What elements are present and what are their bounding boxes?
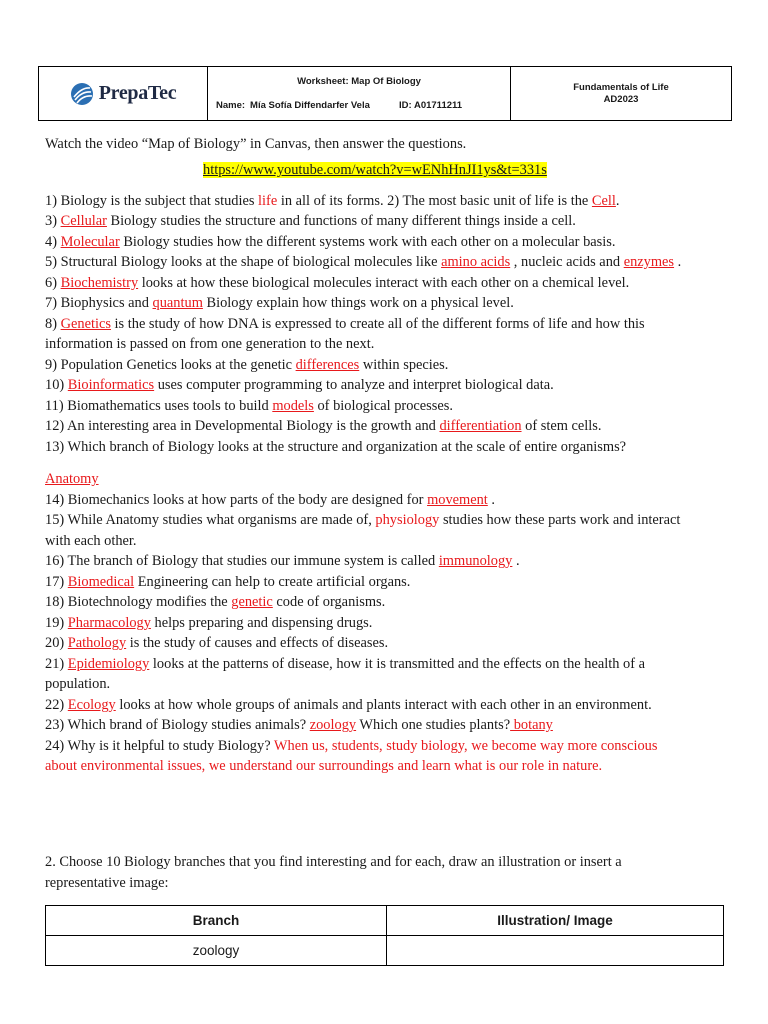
question-4: 4) Molecular Biology studies how the different systems work with each other on a molecular basis. (45, 234, 616, 250)
globe-logo-icon (70, 82, 94, 106)
answer-23a: zoology (309, 717, 357, 733)
answer-13: Anatomy (45, 471, 99, 487)
answer-14: movement (427, 492, 488, 508)
logo-cell (39, 67, 208, 120)
question-1-2: 1) Biology is the subject that studies life in all of its forms. 2) The most basic unit of life is the Cell. (45, 193, 620, 209)
question-8: 8) Genetics is the study of how DNA is expressed to create all of the different forms of life and how this (45, 316, 645, 332)
question-6: 6) Biochemistry looks at how these biological molecules interact with each other on a chemical level. (45, 275, 630, 291)
table-row (46, 936, 724, 966)
question-15-line-2: with each other. (45, 533, 137, 549)
question-21: 21) Epidemiology looks at the patterns of disease, how it is transmitted and the effects on the health of a (45, 656, 646, 672)
logo-text: PrepaTec (98, 82, 177, 104)
answer-17: Biomedical (67, 574, 135, 590)
header-illustration: Illustration/ Image (387, 906, 724, 936)
answer-8: Genetics (60, 316, 111, 332)
answer-19: Pharmacology (67, 615, 151, 631)
answer-1: life (258, 193, 278, 209)
answer-24-line-2: about environmental issues, we understand our surroundings and learn what is our role in nature. (45, 758, 603, 774)
question-21-line-2: population. (45, 676, 111, 692)
answer-15: physiology (375, 512, 440, 528)
video-link[interactable]: https://www.youtube.com/watch?v=wENhHnJI1ys&t=331s (203, 162, 547, 178)
student-name: Name: Mía Sofía Diffendarfer Vela (216, 100, 370, 111)
part2-instruction-line-2: representative image: (45, 875, 169, 891)
table-header-row (46, 906, 724, 936)
part2-instruction-line-1: 2. Choose 10 Biology branches that you find interesting and for each, draw an illustration or insert a (45, 854, 622, 870)
question-13: 13) Which branch of Biology looks at the structure and organization at the scale of entire organisms? (45, 439, 627, 455)
worksheet-title: Worksheet: Map Of Biology (297, 76, 421, 87)
answer-18: genetic (231, 594, 273, 610)
answer-21: Epidemiology (67, 656, 150, 672)
answer-6: Biochemistry (60, 275, 139, 291)
question-19: 19) Pharmacology helps preparing and dispensing drugs. (45, 615, 373, 631)
answer-5a: amino acids (441, 254, 511, 270)
answer-22: Ecology (67, 697, 116, 713)
question-12: 12) An interesting area in Developmental Biology is the growth and differentiation of stem cells. (45, 418, 602, 434)
answer-7: quantum (152, 295, 203, 311)
answer-20: Pathology (67, 635, 127, 651)
answer-5b: enzymes (623, 254, 675, 270)
branches-table (45, 905, 724, 966)
course-cell (511, 67, 731, 120)
question-11: 11) Biomathematics uses tools to build models of biological processes. (45, 398, 453, 414)
student-id: ID: A01711211 (399, 100, 463, 111)
question-5: 5) Structural Biology looks at the shape of biological molecules like amino acids , nucleic acids and enzymes . (45, 254, 682, 270)
worksheet-header (38, 66, 732, 121)
question-22: 22) Ecology looks at how whole groups of animals and plants interact with each other in an environment. (45, 697, 652, 713)
question-24: 24) Why is it helpful to study Biology? When us, students, study biology, we become way more conscious (45, 738, 658, 754)
answer-16: immunology (438, 553, 513, 569)
question-15: 15) While Anatomy studies what organisms are made of, physiology studies how these parts work and interact (45, 512, 681, 528)
answer-23b: botany (510, 717, 553, 733)
question-16: 16) The branch of Biology that studies our immune system is called immunology . (45, 553, 520, 569)
question-8-line-2: information is passed on from one generation to the next. (45, 336, 375, 352)
cell-illustration (387, 936, 724, 966)
course-term: AD2023 (603, 93, 639, 105)
answer-3: Cellular (60, 213, 107, 229)
video-link-line (203, 160, 547, 181)
answer-9: differences (295, 357, 360, 373)
cell-branch: zoology (46, 936, 387, 966)
question-23: 23) Which brand of Biology studies animals? zoology Which one studies plants? botany (45, 717, 553, 733)
question-18: 18) Biotechnology modifies the genetic code of organisms. (45, 594, 386, 610)
question-7: 7) Biophysics and quantum Biology explain how things work on a physical level. (45, 295, 514, 311)
answer-13-line (45, 469, 99, 490)
header-branch: Branch (46, 906, 387, 936)
question-20: 20) Pathology is the study of causes and effects of diseases. (45, 635, 389, 651)
answer-12: differentiation (439, 418, 522, 434)
question-17: 17) Biomedical Engineering can help to create artificial organs. (45, 574, 411, 590)
answer-4: Molecular (60, 234, 120, 250)
intro-text: Watch the video “Map of Biology” in Canvas, then answer the questions. (45, 136, 467, 152)
answer-10: Bioinformatics (67, 377, 155, 393)
prepatec-logo (70, 82, 177, 106)
question-14: 14) Biomechanics looks at how parts of the body are designed for movement . (45, 492, 496, 508)
answer-11: models (272, 398, 314, 414)
question-3: 3) Cellular Biology studies the structure and functions of many different things inside a cell. (45, 213, 576, 229)
question-9: 9) Population Genetics looks at the genetic differences within species. (45, 357, 449, 373)
answer-24-line-1: When us, students, study biology, we become way more conscious (273, 738, 658, 754)
course-name: Fundamentals of Life (573, 81, 669, 93)
answer-2: Cell (591, 193, 616, 209)
worksheet-info-cell (208, 67, 511, 120)
question-10: 10) Bioinformatics uses computer programming to analyze and interpret biological data. (45, 377, 554, 393)
